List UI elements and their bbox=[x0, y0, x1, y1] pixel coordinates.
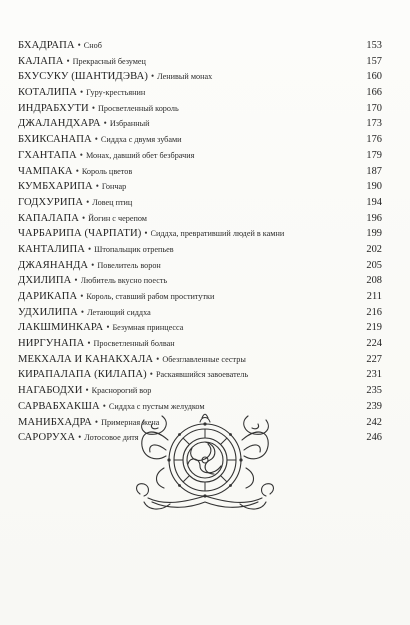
toc-entry bbox=[18, 289, 382, 305]
toc-entry bbox=[18, 69, 382, 85]
toc-entry-description: Избранный bbox=[109, 119, 150, 129]
toc-entry-page-number: 179 bbox=[366, 149, 382, 161]
toc-entry-name: ДЖАЯНАНДА bbox=[18, 259, 89, 271]
toc-entry-separator: • bbox=[88, 243, 92, 254]
toc-entry-page-number: 208 bbox=[366, 275, 382, 287]
toc-entry-description: Примерная жена bbox=[101, 417, 160, 427]
toc-entry bbox=[18, 54, 382, 70]
toc-entry-name: МЕКХАЛА И КАНАКХАЛА bbox=[18, 353, 154, 365]
toc-entry-name: НАГАБОДХИ bbox=[18, 385, 83, 397]
toc-entry-separator: • bbox=[86, 196, 90, 207]
toc-entry-page-number: 239 bbox=[366, 400, 382, 412]
toc-entry-description: Гончар bbox=[101, 182, 127, 192]
toc-entry bbox=[18, 148, 382, 164]
toc-entry bbox=[18, 383, 382, 399]
toc-entry-separator: • bbox=[144, 228, 148, 239]
toc-entry-separator: • bbox=[75, 165, 79, 176]
toc-entry-page-number: 227 bbox=[366, 353, 382, 365]
toc-entry-separator: • bbox=[94, 416, 99, 427]
toc-entry-page-number: 224 bbox=[366, 338, 382, 350]
toc-entry-name: ЧАРБАРИПА (ЧАРПАТИ) bbox=[18, 228, 142, 240]
toc-entry-separator: • bbox=[106, 322, 110, 333]
toc-entry-description: Просветленный король bbox=[97, 103, 179, 113]
toc-entry-page-number: 157 bbox=[366, 55, 382, 67]
toc-entry-separator: • bbox=[156, 353, 160, 364]
toc-entry-separator: • bbox=[79, 149, 83, 160]
toc-entry bbox=[18, 132, 382, 148]
toc-entry-name: ДХИЛИПА bbox=[18, 275, 72, 287]
toc-entry-page-number: 199 bbox=[366, 228, 382, 240]
toc-entry-description: Штопальщик отрепьев bbox=[94, 244, 174, 254]
toc-entry bbox=[18, 320, 382, 336]
toc-entry-page-number: 187 bbox=[366, 165, 382, 177]
toc-entry-description: Любитель вкусно поесть bbox=[80, 276, 168, 286]
toc-entry bbox=[18, 101, 382, 117]
toc-entry-description: Сиддха с пустым желудком bbox=[108, 401, 205, 411]
toc-entry-name: КАНТАЛИПА bbox=[18, 243, 85, 255]
toc-entry-description: Сноб bbox=[83, 41, 102, 50]
toc-entry bbox=[18, 367, 382, 383]
toc-entry-separator: • bbox=[95, 181, 99, 192]
toc-entry-page-number: 190 bbox=[366, 181, 382, 193]
toc-entry-separator: • bbox=[80, 306, 85, 317]
toc-entry-name: ЛАКШМИНКАРА bbox=[18, 322, 104, 334]
toc-entry-separator: • bbox=[77, 40, 81, 50]
toc-entry-page-number: 219 bbox=[366, 322, 382, 334]
toc-entry bbox=[18, 179, 382, 195]
toc-entry bbox=[18, 258, 382, 274]
toc-entry-separator: • bbox=[102, 400, 106, 411]
toc-entry-description: Обезглавленные сестры bbox=[162, 354, 246, 364]
toc-entry-name: КИРАПАЛАПА (КИЛАПА) bbox=[18, 369, 147, 381]
toc-entry-name: УДХИЛИПА bbox=[18, 306, 78, 318]
toc-entry-description: Сиддха с двумя зубами bbox=[100, 135, 182, 145]
toc-entry-separator: • bbox=[94, 134, 98, 145]
toc-entry-name: МАНИБХАДРА bbox=[18, 416, 92, 428]
toc-entry-page-number: 170 bbox=[366, 102, 382, 114]
toc-entry-page-number: 246 bbox=[366, 432, 382, 444]
toc-entry bbox=[18, 305, 382, 321]
toc-entry bbox=[18, 195, 382, 211]
toc-entry-description: Король, ставший рабом проститутки bbox=[86, 292, 215, 301]
toc-entry-description: Монах, давший обет безбрачия bbox=[85, 150, 195, 160]
toc-entry-separator: • bbox=[151, 71, 155, 82]
toc-entry-description: Ленивый монах bbox=[157, 72, 213, 82]
toc-entry-name: ГХАНТАПА bbox=[18, 149, 77, 161]
toc-entry-name: ДАРИКАПА bbox=[18, 291, 78, 302]
toc-entry-separator: • bbox=[103, 118, 107, 129]
toc-entry-name: КАПАЛАПА bbox=[18, 212, 79, 224]
toc-entry-name: САРВАБХАКША bbox=[18, 400, 100, 412]
toc-entry-page-number: 194 bbox=[366, 196, 382, 208]
dharma-wheel-ornament-icon bbox=[130, 410, 280, 515]
toc-entry bbox=[18, 242, 382, 258]
toc-entry bbox=[18, 273, 382, 289]
toc-entry-separator: • bbox=[149, 369, 153, 380]
toc-entry-description: Краснорогий вор bbox=[91, 386, 152, 396]
toc-entry-description: Безумная принцесса bbox=[112, 323, 184, 333]
toc-entry-page-number: 196 bbox=[366, 212, 382, 224]
toc-entry-page-number: 173 bbox=[366, 118, 382, 130]
toc-entry-page-number: 176 bbox=[366, 134, 382, 146]
toc-entry-name: САРОРУХА bbox=[18, 432, 76, 444]
toc-entry-page-number: 153 bbox=[366, 40, 382, 51]
toc-entry bbox=[18, 164, 382, 180]
toc-entry-page-number: 231 bbox=[366, 369, 382, 381]
toc-entry bbox=[18, 85, 382, 101]
toc-entry-separator: • bbox=[81, 212, 86, 223]
toc-entry-description: Гуру-крестьянин bbox=[86, 88, 146, 98]
toc-entry-separator: • bbox=[87, 338, 91, 349]
toc-entry bbox=[18, 211, 382, 227]
toc-entry-separator: • bbox=[74, 275, 78, 286]
toc-entry-description: Раскаявшийся завоеватель bbox=[155, 370, 249, 380]
toc-entry-description: Повелитель ворон bbox=[97, 260, 161, 270]
toc-entry-name: БХИКСАНАПА bbox=[18, 134, 92, 146]
toc-entry-description: Прекрасный безумец bbox=[72, 56, 146, 66]
toc-entry-description: Просветленный болван bbox=[93, 339, 175, 349]
toc-entry-description: Йогин с черепом bbox=[88, 213, 147, 223]
toc-entry-page-number: 160 bbox=[366, 71, 382, 83]
toc-entry-description: Летающий сиддха bbox=[87, 307, 151, 317]
toc-entry-name: ГОДХУРИПА bbox=[18, 196, 84, 208]
toc-entry bbox=[18, 352, 382, 368]
toc-entry-name: НИРГУНАПА bbox=[18, 338, 85, 350]
toc-entry-separator: • bbox=[91, 259, 95, 270]
toc-entry-page-number: 235 bbox=[366, 385, 382, 397]
toc-entry-page-number: 166 bbox=[366, 87, 382, 99]
toc-entry-separator: • bbox=[78, 432, 82, 443]
toc-entry-name: ДЖАЛАНДХАРА bbox=[18, 118, 101, 130]
toc-entry-page-number: 205 bbox=[366, 259, 382, 271]
toc-entry bbox=[18, 38, 382, 54]
toc-entry-name: ИНДРАБХУТИ bbox=[18, 102, 89, 114]
toc-entry-separator: • bbox=[85, 385, 89, 396]
toc-entry-name: БХУСУКУ (ШАНТИДЭВА) bbox=[18, 71, 148, 83]
toc-entry-description: Ловец птиц bbox=[92, 197, 133, 207]
toc-entry-page-number: 242 bbox=[366, 416, 382, 428]
toc-entry-description: Король цветов bbox=[81, 166, 133, 176]
toc-entry-page-number: 202 bbox=[366, 243, 382, 255]
toc-entry-name: БХАДРАПА bbox=[18, 40, 75, 51]
toc-entry-description: Лотосовое дитя bbox=[84, 433, 139, 443]
toc-entry-name: КОТАЛИПА bbox=[18, 87, 77, 99]
toc-entry-description: Сиддха, превративший людей в камни bbox=[150, 229, 285, 239]
toc-entry-separator: • bbox=[66, 55, 70, 66]
toc-entry bbox=[18, 116, 382, 132]
toc-entry-name: КУМБХАРИПА bbox=[18, 181, 93, 193]
toc-entry bbox=[18, 226, 382, 242]
toc-entry-separator: • bbox=[79, 87, 84, 98]
toc-entry-page-number: 211 bbox=[366, 291, 382, 302]
toc-entry-page-number: 216 bbox=[366, 306, 382, 318]
toc-entry bbox=[18, 336, 382, 352]
table-of-contents bbox=[18, 38, 382, 446]
toc-entry-separator: • bbox=[91, 102, 95, 113]
toc-entry-name: ЧАМПАКА bbox=[18, 165, 73, 177]
toc-entry-separator: • bbox=[80, 291, 84, 301]
toc-entry-name: КАЛАПА bbox=[18, 55, 64, 67]
